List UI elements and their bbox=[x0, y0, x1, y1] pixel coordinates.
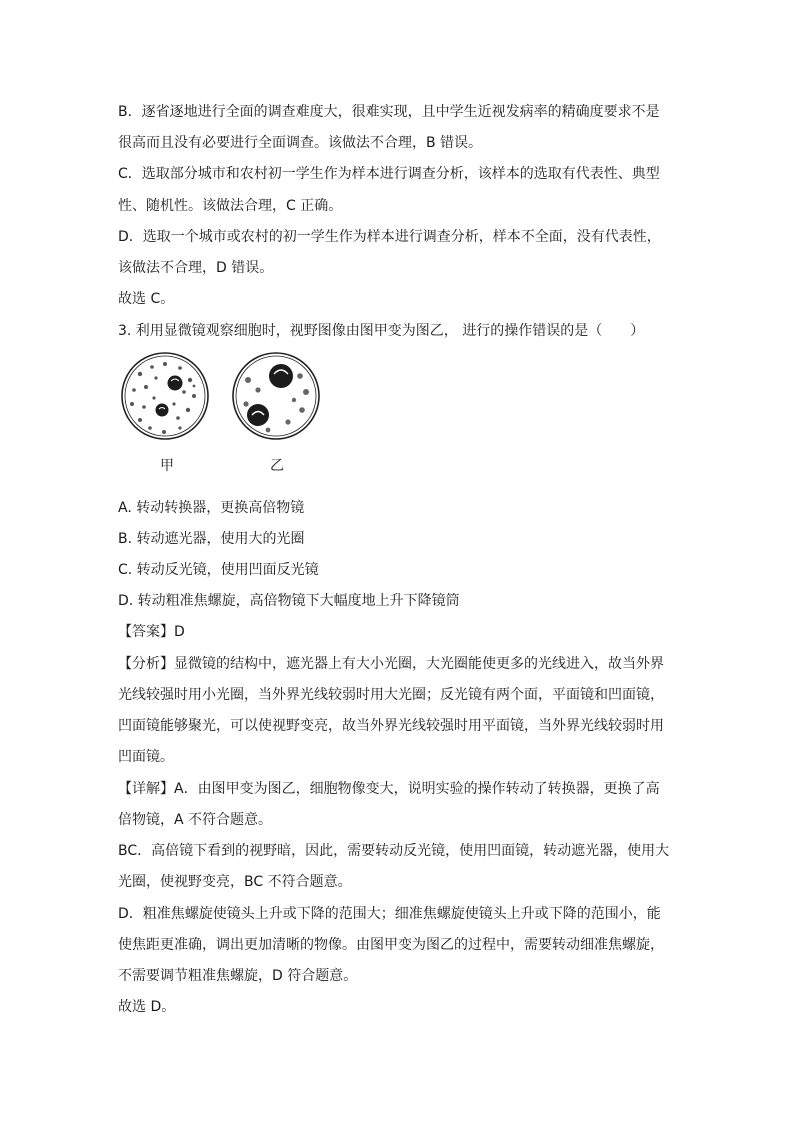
option-d: D. 转动粗准焦螺旋，高倍物镜下大幅度地上升下降镜筒 bbox=[118, 593, 460, 609]
analysis-line: 凹面镜能够聚光，可以使视野变亮，故当外界光线较强时用平面镜，当外界光线较弱时用 bbox=[118, 718, 664, 734]
text-line: B．逐省逐地进行全面的调查难度大，很难实现，且中学生近视发病率的精确度要求不是 bbox=[118, 104, 660, 120]
figure-label-b: 乙 bbox=[270, 458, 284, 474]
field-of-view-b bbox=[233, 353, 319, 439]
explanation-line: D．粗准焦螺旋使镜头上升或下降的范围大；细准焦螺旋使镜头上升或下降的范围小，能 bbox=[118, 906, 661, 922]
option-c: C. 转动反光镜，使用凹面反光镜 bbox=[118, 562, 319, 578]
conclusion-line: 故选 D。 bbox=[118, 999, 176, 1015]
figure-label-a: 甲 bbox=[160, 458, 174, 474]
analysis-line: 凹面镜。 bbox=[118, 749, 174, 765]
option-a: A. 转动转换器，更换高倍物镜 bbox=[118, 500, 305, 516]
analysis-line: 光线较强时用小光圈，当外界光线较弱时用大光圈；反光镜有两个面，平面镜和凹面镜， bbox=[118, 687, 664, 703]
field-of-view-a bbox=[122, 353, 208, 439]
answer-line: 【答案】D bbox=[118, 624, 185, 640]
explanation-line: 【详解】A．由图甲变为图乙，细胞物像变大，说明实验的操作转动了转换器，更换了高 bbox=[118, 781, 660, 797]
explanation-line: 光圈，使视野变亮，BC 不符合题意。 bbox=[118, 874, 352, 890]
explanation-line: 不需要调节粗准焦螺旋，D 符合题意。 bbox=[118, 968, 358, 984]
question-stem: 3. 利用显微镜观察细胞时，视野图像由图甲变为图乙， 进行的操作错误的是（ ） bbox=[118, 323, 645, 339]
option-b: B. 转动遮光器，使用大的光圈 bbox=[118, 531, 305, 547]
text-line: C．选取部分城市和农村初一学生作为样本进行调查分析，该样本的选取有代表性、典型 bbox=[118, 166, 660, 182]
explanation-line: 倍物镜，A 不符合题意。 bbox=[118, 812, 273, 828]
explanation-line: BC．高倍镜下看到的视野暗，因此，需要转动反光镜，使用凹面镜，转动遮光器，使用大 bbox=[118, 843, 670, 859]
text-line: D．选取一个城市或农村的初一学生作为样本进行调查分析，样本不全面，没有代表性， bbox=[118, 229, 661, 245]
text-line: 性、随机性。该做法合理，C 正确。 bbox=[118, 198, 343, 214]
microscope-figure bbox=[118, 352, 338, 482]
explanation-line: 使焦距更准确，调出更加清晰的物像。由图甲变为图乙的过程中，需要转动细准焦螺旋， bbox=[118, 937, 664, 953]
analysis-line: 【分析】显微镜的结构中，遮光器上有大小光圈，大光圈能使更多的光线进入，故当外界 bbox=[118, 656, 664, 672]
text-line: 该做法不合理，D 错误。 bbox=[118, 260, 274, 276]
text-line: 很高而且没有必要进行全面调查。该做法不合理，B 错误。 bbox=[118, 135, 483, 151]
text-line: 故选 C。 bbox=[118, 291, 175, 307]
